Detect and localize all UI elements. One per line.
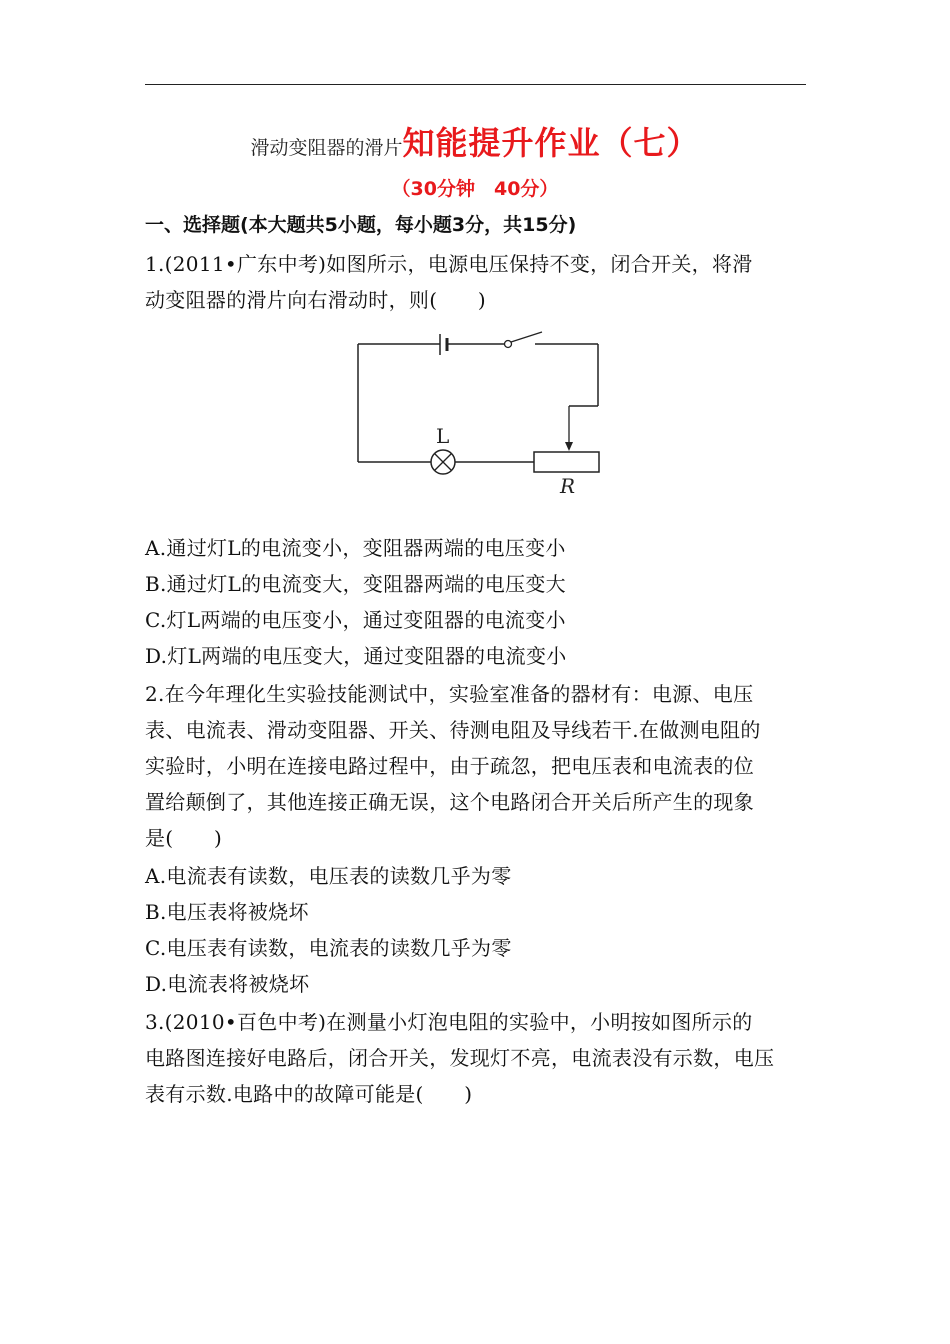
lamp-label: L <box>436 424 450 448</box>
lamp-icon <box>431 450 455 474</box>
q3-line-1: 3.(2010•百色中考)在测量小灯泡电阻的实验中，小明按如图所示的 <box>145 1010 753 1034</box>
q2-line-1: 2.在今年理化生实验技能测试中，实验室准备的器材有：电源、电压 <box>145 682 754 706</box>
q2-line-3: 实验时，小明在连接电路过程中，由于疏忽，把电压表和电流表的位 <box>145 754 754 778</box>
q1-option-c: C.灯L两端的电压变小，通过变阻器的电流变小 <box>145 608 566 632</box>
q1-option-b: B.通过灯L的电流变大，变阻器两端的电压变大 <box>145 572 566 596</box>
q2-option-b: B.电压表将被烧坏 <box>145 900 309 924</box>
title-prefix: 滑动变阻器的滑片 <box>250 137 403 159</box>
title-line <box>0 118 950 164</box>
battery-icon <box>440 334 447 355</box>
section-heading: 一、选择题(本大题共5小题，每小题3分，共15分) <box>145 214 577 236</box>
q1-option-d: D.灯L两端的电压变大，通过变阻器的电流变小 <box>145 644 567 668</box>
q1-line-2: 动变阻器的滑片向右滑动时，则( ) <box>145 288 487 312</box>
q1-option-a: A.通过灯L的电流变小，变阻器两端的电压变小 <box>145 536 566 560</box>
q2-line-5: 是( ) <box>145 826 223 850</box>
resistor-label: R <box>560 474 576 498</box>
resistor-icon <box>534 452 599 472</box>
q2-option-d: D.电流表将被烧坏 <box>145 972 310 996</box>
slider-arrow-icon <box>565 406 573 451</box>
q2-option-a: A.电流表有读数，电压表的读数几乎为零 <box>145 864 512 888</box>
circuit-diagram <box>350 330 610 500</box>
q2-line-2: 表、电流表、滑动变阻器、开关、待测电阻及导线若干.在做测电阻的 <box>145 718 761 742</box>
q3-line-3: 表有示数.电路中的故障可能是( ) <box>145 1082 473 1106</box>
q1-line-1: 1.(2011•广东中考)如图所示，电源电压保持不变，闭合开关，将滑 <box>145 252 753 276</box>
q2-option-c: C.电压表有读数，电流表的读数几乎为零 <box>145 936 512 960</box>
page-subtitle: （30分钟 40分） <box>391 178 559 200</box>
page-title: 知能提升作业（七） <box>402 124 700 162</box>
switch-icon <box>505 332 543 348</box>
header-rule <box>145 84 806 85</box>
q2-line-4: 置给颠倒了，其他连接正确无误，这个电路闭合开关后所产生的现象 <box>145 790 754 814</box>
q3-line-2: 电路图连接好电路后，闭合开关，发现灯不亮，电流表没有示数，电压 <box>145 1046 775 1070</box>
